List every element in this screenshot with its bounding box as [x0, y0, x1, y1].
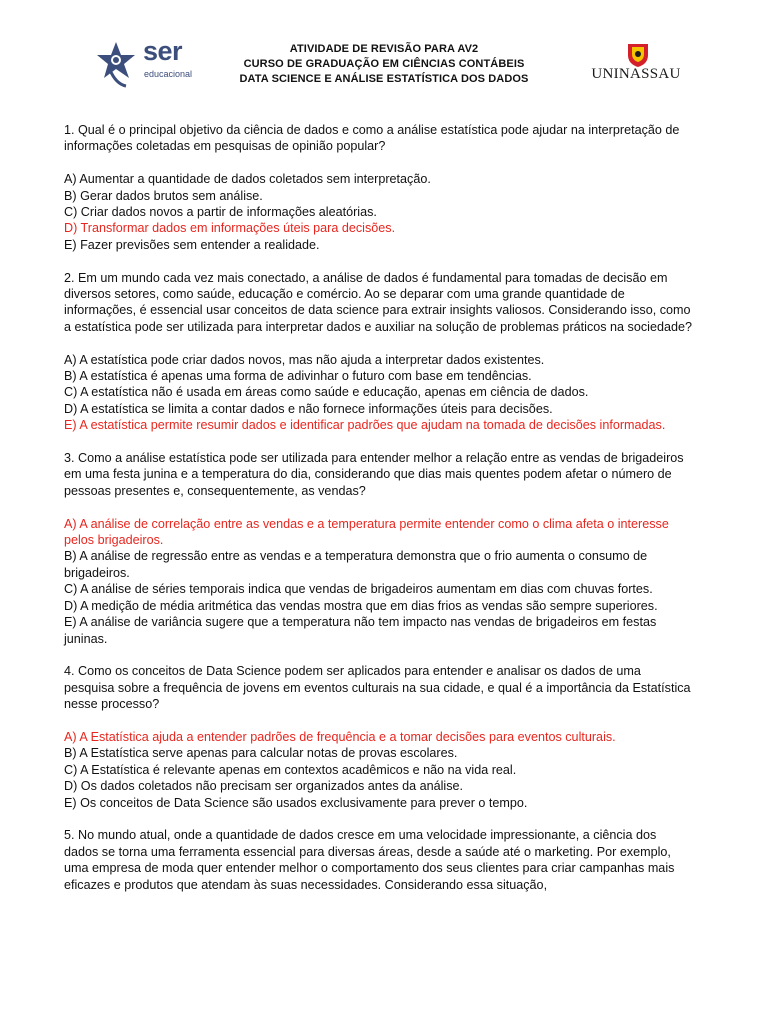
question-text: 5. No mundo atual, onde a quantidade de dados cresce em uma velocidade impressionante, a ciência dos dados se torna uma ferramenta essencial para diversas áreas, desde a saúde até o marketing. Por exemplo, uma empresa de moda quer entender melhor o comportamento dos seus clientes para criar campanhas mais eficazes e produtos que atendam às suas necessidades. Considerando essa situação,: [64, 828, 675, 892]
ser-educacional-logo: [96, 36, 196, 92]
question-text: 1. Qual é o principal objetivo da ciência de dados e como a análise estatística pode ajudar na interpretação de informações coletadas em pesquisas de opinião popular?: [64, 123, 680, 154]
answer-options: [64, 729, 694, 811]
document-header: [0, 0, 768, 110]
answer-option: B) Gerar dados brutos sem análise.: [64, 188, 263, 203]
uninassau-logo-text: UNINASSAU: [591, 66, 681, 82]
answer-option: A) A estatística pode criar dados novos, mas não ajuda a interpretar dados existentes.: [64, 352, 545, 367]
answer-options: [64, 516, 694, 647]
answer-option: E) Os conceitos de Data Science são usados exclusivamente para prever o tempo.: [64, 795, 528, 810]
uninassau-shield-icon: [592, 43, 684, 67]
answer-option: C) Criar dados novos a partir de informações aleatórias.: [64, 205, 377, 220]
answer-option: A) Aumentar a quantidade de dados coletados sem interpretação.: [64, 172, 431, 187]
answer-option: C) A Estatística é relevante apenas em contextos acadêmicos e não na vida real.: [64, 762, 517, 777]
answer-options: [64, 171, 694, 253]
question-text: 4. Como os conceitos de Data Science podem ser aplicados para entender e analisar os dados de uma pesquisa sobre a frequência de jovens em eventos culturais na sua cidade, e qual é a importância da Estatística nesse processo?: [64, 664, 691, 712]
answer-option: D) Os dados coletados não precisam ser organizados antes da análise.: [64, 779, 464, 794]
answer-option: D) A medição de média aritmética das vendas mostra que em dias frios as vendas são sempre superiores.: [64, 598, 658, 613]
question-text: 2. Em um mundo cada vez mais conectado, a análise de dados é fundamental para tomadas de decisão em diversos setores, como saúde, educação e comércio. Ao se deparar com uma grande quantidade de informações, é essencial usar conceitos de data science para extrair insights valiosos. Considerando isso, como a estatística pode ser utilizada para interpretar dados e auxiliar na solução de problemas práticos na sociedade?: [64, 270, 692, 334]
answer-option: E) A análise de variância sugere que a temperatura não tem impacto nas vendas de brigadeiros em festas juninas.: [64, 615, 657, 646]
ser-logo-subtext: educacional: [144, 69, 193, 79]
answer-option-correct: A) A Estatística ajuda a entender padrões de frequência e a tomar decisões para eventos culturais.: [64, 729, 616, 744]
answer-option: B) A análise de regressão entre as vendas e a temperatura demonstra que o frio aumenta o consumo de brigadeiros.: [64, 549, 648, 580]
answer-options: [64, 352, 694, 434]
question-text: 3. Como a análise estatística pode ser utilizada para entender melhor a relação entre as vendas de brigadeiros em uma festa junina e a temperatura do dia, considerando que dias mais quentes podem afetar o número de pessoas presentes e, consequentemente, as vendas?: [64, 451, 684, 498]
title-line-2: CURSO DE GRADUAÇÃO EM CIÊNCIAS CONTÁBEIS: [243, 58, 525, 70]
ser-star-figure-icon: [96, 40, 142, 88]
title-line-1: ATIVIDADE DE REVISÃO PARA AV2: [289, 43, 479, 55]
answer-option-correct: E) A estatística permite resumir dados e identificar padrões que ajudam na tomada de decisões informadas.: [64, 418, 666, 433]
answer-option-correct: A) A análise de correlação entre as vendas e a temperatura permite entender como o clima afeta o interesse pelos brigadeiros.: [64, 516, 669, 548]
answer-option: B) A Estatística serve apenas para calcular notas de provas escolares.: [64, 746, 458, 761]
answer-option: B) A estatística é apenas uma forma de adivinhar o futuro com base em tendências.: [64, 369, 532, 384]
document-title: [200, 42, 568, 87]
answer-option: C) A estatística não é usada em áreas como saúde e educação, apenas em ciência de dados.: [64, 385, 589, 400]
title-line-3: DATA SCIENCE E ANÁLISE ESTATÍSTICA DOS DADOS: [239, 73, 529, 85]
answer-option-correct: D) Transformar dados em informações úteis para decisões.: [64, 221, 396, 236]
answer-option: D) A estatística se limita a contar dados e não fornece informações úteis para decisões.: [64, 401, 553, 416]
ser-logo-text: ser: [143, 36, 183, 66]
uninassau-logo: [590, 43, 685, 91]
answer-option: E) Fazer previsões sem entender a realidade.: [64, 237, 320, 252]
question-list: [64, 122, 694, 909]
answer-option: C) A análise de séries temporais indica que vendas de brigadeiros aumentam em dias com chuvas fortes.: [64, 582, 653, 597]
